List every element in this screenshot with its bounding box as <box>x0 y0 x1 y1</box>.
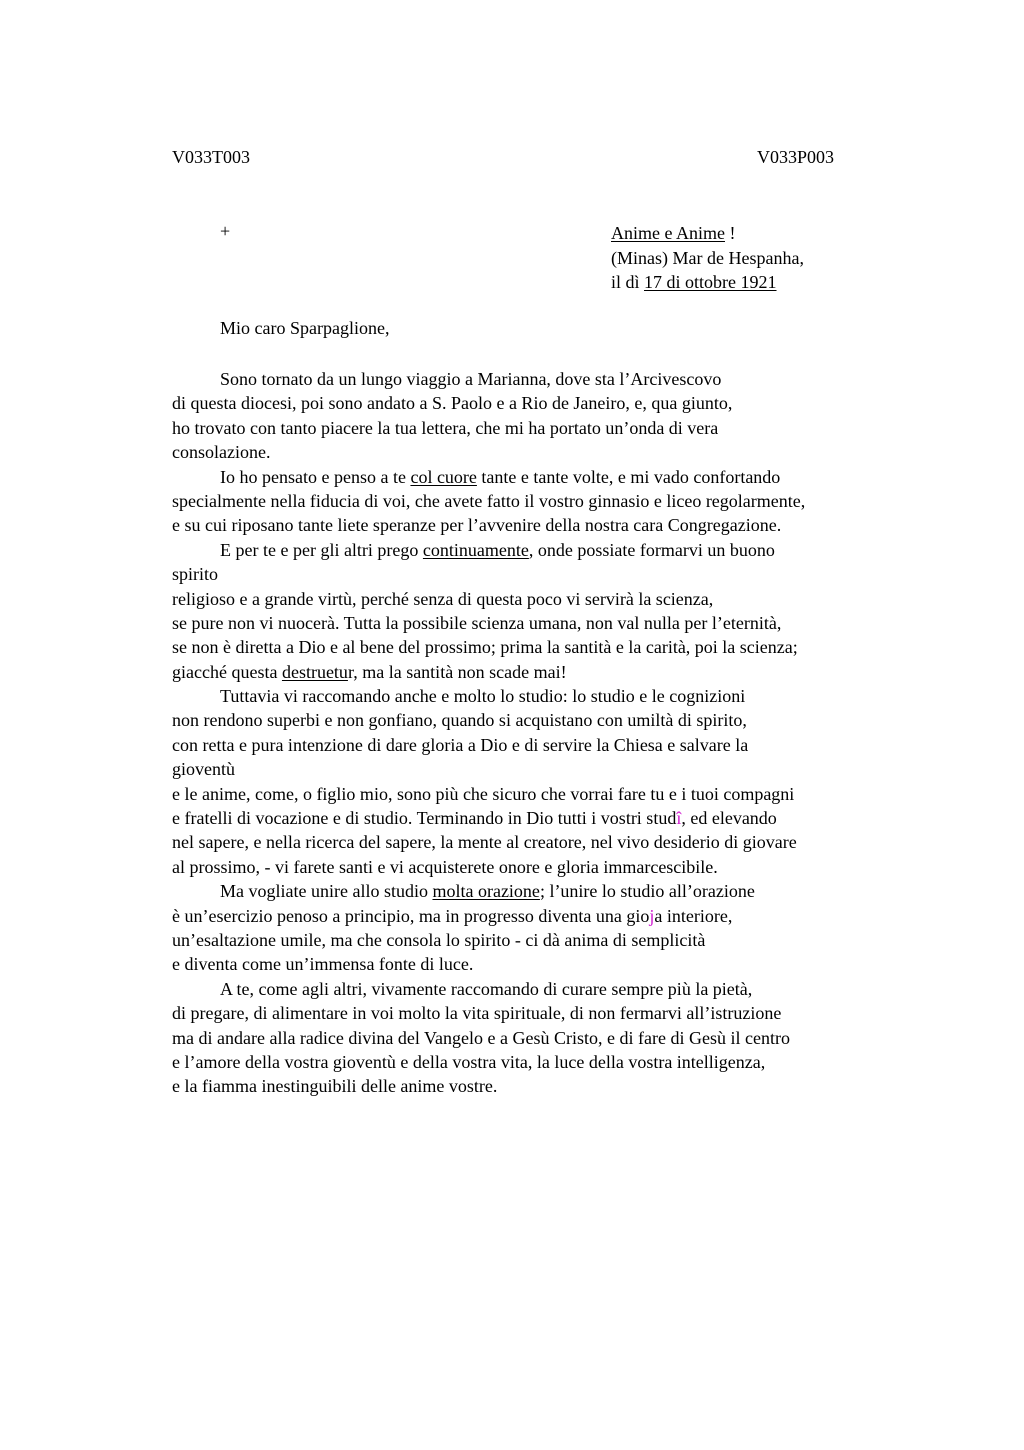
body-line <box>172 538 932 562</box>
body-line: gioventù <box>172 759 235 780</box>
body-line <box>172 465 932 489</box>
body-line: ma di andare alla radice divina del Vangelo e a Gesù Cristo, e di fare di Gesù il centro <box>172 1027 790 1048</box>
text-segment: e fratelli di vocazione e di studio. Terminando in Dio tutti i vostri stud <box>172 808 677 829</box>
body-line <box>172 879 932 903</box>
text-segment: Io ho pensato e penso a te <box>220 466 411 487</box>
body-line: e su cui riposano tante liete speranze per l’avvenire della nostra cara Congregazione. <box>172 515 782 536</box>
body-line: Sono tornato da un lungo viaggio a Marianna, dove sta l’Arcivescovo <box>220 369 722 389</box>
body-line: spirito <box>172 564 219 585</box>
body-line: se pure non vi nuocerà. Tutta la possibile scienza umana, non val nulla per l’eternità, <box>172 612 782 633</box>
date-line <box>611 270 804 295</box>
body-line: e l’amore della vostra gioventù e della vostra vita, la luce della vostra intelligenza, <box>172 1051 766 1072</box>
text-segment: tante e tante volte, e mi vado confortando <box>476 466 781 487</box>
text-segment: giacché questa <box>172 661 282 682</box>
salutation: Mio caro Sparpaglione, <box>220 318 390 338</box>
underlined-phrase: molta orazione <box>432 881 540 902</box>
cross-symbol: + <box>220 221 231 241</box>
motto-line <box>611 221 804 246</box>
document-code-right: V033P003 <box>757 147 835 167</box>
body-line: con retta e pura intenzione di dare gloria a Dio e di servire la Chiesa e salvare la <box>172 734 749 755</box>
body-line: consolazione. <box>172 442 271 463</box>
body-line: e diventa come un’immensa fonte di luce. <box>172 954 474 975</box>
body-line: A te, come agli altri, vivamente raccomando di curare sempre più la pietà, <box>220 978 753 999</box>
letter-body <box>172 367 932 1099</box>
body-line: un’esaltazione umile, ma che consola lo spirito - ci dà anima di semplicità <box>172 929 706 950</box>
body-line: religioso e a grande virtù, perché senza di questa poco vi servirà la scienza, <box>172 588 714 609</box>
body-line: di questa diocesi, poi sono andato a S. Paolo e a Rio de Janeiro, e, qua giunto, <box>172 393 733 414</box>
body-line: Tuttavia vi raccomando anche e molto lo studio: lo studio e le cognizioni <box>220 686 746 707</box>
text-segment: , onde possiate formarvi un buono <box>528 539 775 560</box>
place-line: (Minas) Mar de Hespanha, <box>611 247 804 268</box>
highlighted-character: î <box>676 808 682 829</box>
body-line: non rendono superbi e non gonfiano, quando si acquistano con umiltà di spirito, <box>172 710 747 731</box>
body-line: se non è diretta a Dio e al bene del prossimo; prima la santità e la carità, poi la scienza; <box>172 637 798 658</box>
motto: Anime e Anime <box>611 223 725 243</box>
text-segment: E per te e per gli altri prego <box>220 539 423 560</box>
text-segment: Ma vogliate unire allo studio <box>220 881 433 902</box>
text-segment: a interiore, <box>654 905 733 926</box>
motto-end: ! <box>724 223 736 243</box>
text-segment: r, ma la santità non scade mai! <box>347 661 567 682</box>
body-line: al prossimo, - vi farete santi e vi acquisterete onore e gloria immarcescibile. <box>172 856 718 877</box>
text-segment: , ed elevando <box>681 808 777 829</box>
body-line: specialmente nella fiducia di voi, che avete fatto il vostro ginnasio e liceo regolarmente, <box>172 490 806 511</box>
underlined-phrase: destruetu <box>281 661 348 682</box>
body-line <box>172 806 932 830</box>
body-line: ho trovato con tanto piacere la tua lettera, che mi ha portato un’onda di vera <box>172 417 719 438</box>
underlined-phrase: continuamente <box>422 539 529 560</box>
body-line: nel sapere, e nella ricerca del sapere, la mente al creatore, nel vivo desiderio di giovare <box>172 832 797 853</box>
text-segment: ; l’unire lo studio all’orazione <box>539 881 755 902</box>
text-segment: è un’esercizio penoso a principio, ma in progresso diventa una gio <box>172 905 650 926</box>
body-line <box>172 660 932 684</box>
date-prefix: il dì <box>611 272 645 292</box>
document-code-left: V033T003 <box>172 147 250 167</box>
letter-heading <box>611 221 804 295</box>
body-line: di pregare, di alimentare in voi molto la vita spirituale, di non fermarvi all’istruzione <box>172 1003 782 1024</box>
date: 17 di ottobre 1921 <box>644 272 777 292</box>
underlined-phrase: col cuore <box>410 466 477 487</box>
body-line <box>172 904 932 928</box>
highlighted-character: j <box>649 905 655 926</box>
body-line: e la fiamma inestinguibili delle anime vostre. <box>172 1076 498 1097</box>
body-line: e le anime, come, o figlio mio, sono più che sicuro che vorrai fare tu e i tuoi compagni <box>172 783 795 804</box>
